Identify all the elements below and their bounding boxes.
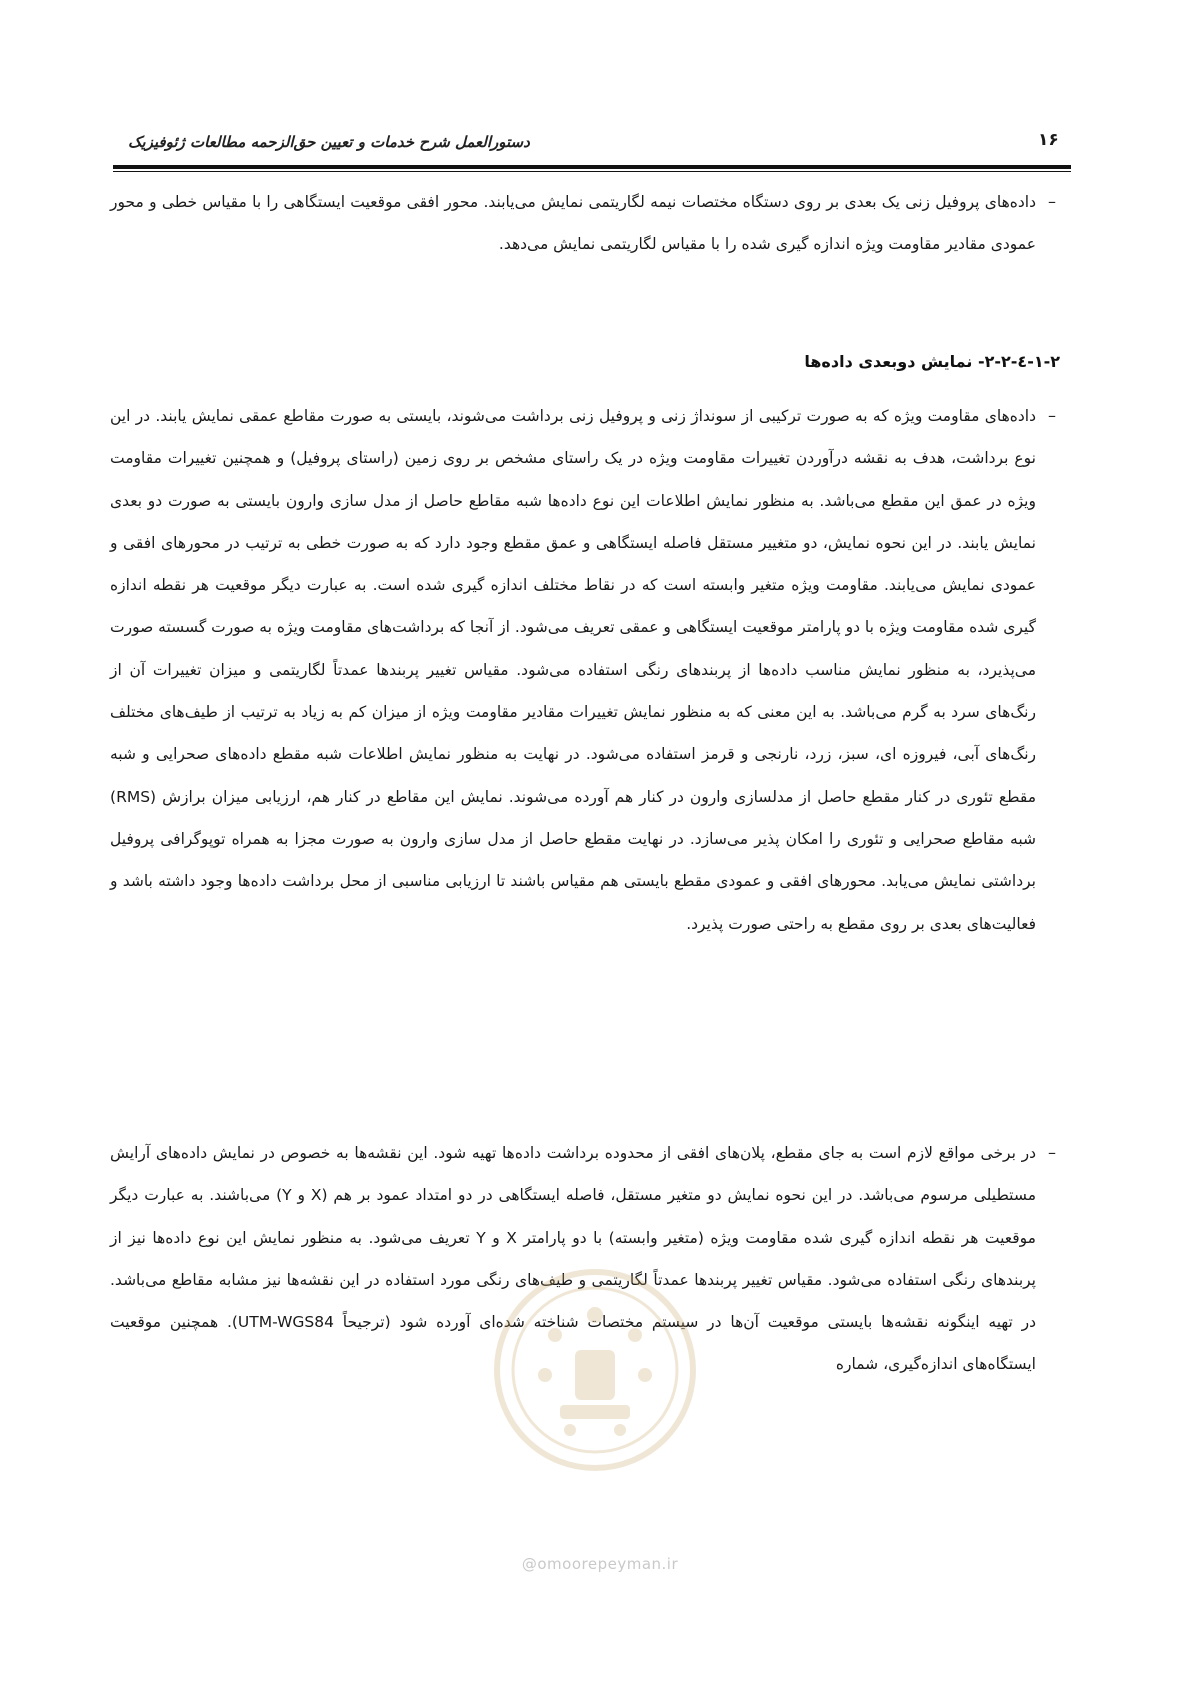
bullet-dash: – <box>1048 1143 1056 1162</box>
paragraph-horizontal-plans: در برخی مواقع لازم است به جای مقطع، پلان‌های افقی از محدوده برداشت داده‌ها تهیه شود. این نقشه‌ها به خصوص در نمایش داده‌های آرایش مستطیلی مرسوم می‌باشد. در این نحوه نمایش دو متغیر مستقل، فاصله ایستگاهی در دو امتداد عمود بر هم (X و Y) می‌باشند. به عبارت دیگر موقعیت هر نقطه اندازه گیری شده مقاومت ویژه (متغیر وابسته) با دو پارامتر X و Y تعریف می‌شود. به منظور نمایش این نوع داده‌ها نیز از پربندهای رنگی استفاده می‌شود. مقیاس تغییر پربندها عمدتاً لگاریتمی و طیف‌های رنگی مورد استفاده در این نقشه‌ها نیز مشابه مقاطع می‌باشد. در تهیه اینگونه نقشه‌ها بایستی موقعیت آن‌ها در سیستم مختصات شناخته شده‌ای آورده شود (ترجیحاً UTM-WGS84). همچنین موقعیت ایستگاه‌های اندازه‌گیری، شماره <box>110 1144 1036 1374</box>
running-header-title: دستورالعمل شرح خدمات و تعیین حق‌الزحمه مطالعات ژئوفیزیک <box>128 133 530 151</box>
page-number: ۱۶ <box>1038 130 1059 150</box>
header-rule-thin <box>113 171 1071 172</box>
header-rule-thick <box>113 165 1071 169</box>
watermark-seal-icon <box>490 1265 700 1475</box>
paragraph-1d-profiling: داده‌های پروفیل زنی یک بعدی بر روی دستگاه مختصات نیمه لگاریتمی نمایش می‌یابند. محور افقی موقعیت ایستگاهی را با مقیاس خطی و محور عمودی مقادیر مقاومت ویژه اندازه گیری شده را با مقیاس لگاریتمی نمایش می‌دهد. <box>110 193 1036 254</box>
section-heading: ۱-۲-٤-۲-۲- نمایش دوبعدی داده‌ها <box>804 352 1060 371</box>
watermark-text: @omoorepeyman.ir <box>521 1555 679 1573</box>
bullet-dash: – <box>1048 406 1056 425</box>
paragraph-2d-sections: داده‌های مقاومت ویژه که به صورت ترکیبی از سونداژ زنی و پروفیل زنی برداشت می‌شوند، بایستی به صورت مقاطع عمقی نمایش یابند. در این نوع برداشت، هدف به نقشه درآوردن تغییرات مقاومت ویژه در یک راستای مشخص بر روی زمین (راستای پروفیل) و همچنین تغییرات مقاومت ویژه در عمق این مقطع می‌باشد. به منظور نمایش اطلاعات این نوع داده‌ها شبه مقاطع حاصل از مدل سازی وارون بایستی به صورت دو بعدی نمایش یابند. در این نحوه نمایش، دو متغییر مستقل فاصله ایستگاهی و عمق مقطع وجود دارد که به صورت خطی به ترتیب در محورهای افقی و عمودی نمایش می‌یابند. مقاومت ویژه متغیر وابسته است که در نقاط مختلف اندازه گیری شده است. به عبارت دیگر موقعیت هر نقطه اندازه گیری شده مقاومت ویژه با دو پارامتر موقعیت ایستگاهی و عمقی تعریف می‌شود. از آنجا که برداشت‌های مقاومت ویژه به صورت گسسته صورت می‌پذیرد، به منظور نمایش مناسب داده‌ها از پربندهای رنگی استفاده می‌شود. مقیاس تغییر پربندها عمدتاً لگاریتمی و میزان تغییرات آن از رنگ‌های سرد به گرم می‌باشد. به این معنی که به منظور نمایش تغییرات مقادیر مقاومت ویژه از میزان کم به زیاد به ترتیب از طیف‌های مختلف رنگ‌های آبی، فیروزه ای، سبز، زرد، نارنجی و قرمز استفاده می‌شود. در نهایت به منظور نمایش اطلاعات شبه مقطع داده‌های صحرایی و شبه مقطع تئوری در کنار مقطع حاصل از مدلسازی وارون در کنار هم آورده می‌شوند. نمایش این مقاطع در کنار هم، ارزیابی میزان برازش (RMS) شبه مقاطع صحرایی و تئوری را امکان پذیر می‌سازد. در نهایت مقطع حاصل از مدل سازی وارون به صورت مجزا به همراه توپوگرافی پروفیل برداشتی نمایش می‌یابد. محورهای افقی و عمودی مقطع بایستی هم مقیاس باشند تا ارزیابی مناسبی از محل برداشت داده‌ها وجود داشته باشد و فعالیت‌های بعدی بر روی مقطع به راحتی صورت پذیرد. <box>110 407 1036 933</box>
bullet-dash: – <box>1048 192 1056 211</box>
